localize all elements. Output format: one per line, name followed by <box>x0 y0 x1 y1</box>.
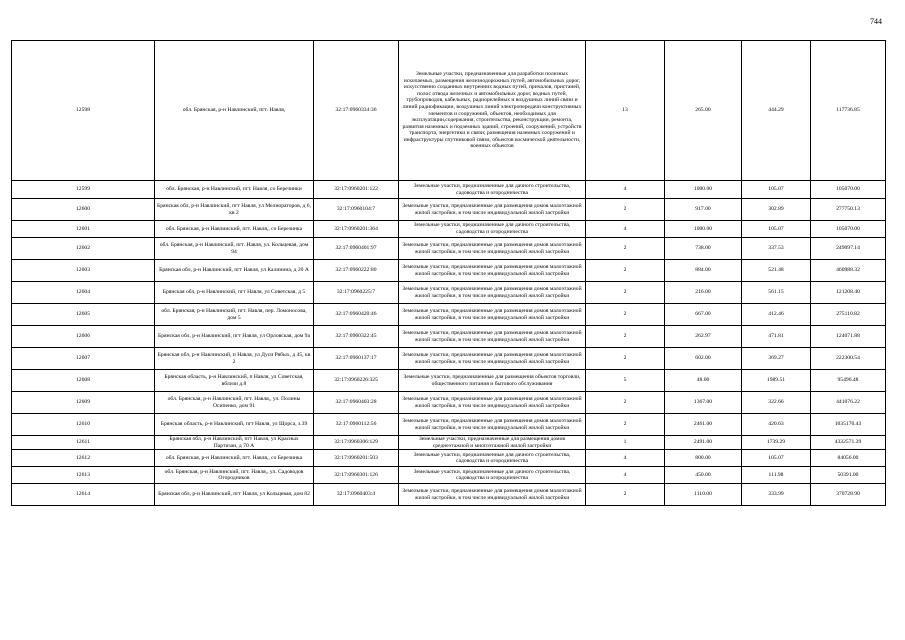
address-cell: обл. Брянская, р-н Навлинский, пгт. Навля, ул. Кольцевая, дом 94 <box>155 238 314 260</box>
cadastral-number-cell: 32:17:0960137:17 <box>314 348 399 370</box>
area-cell: 667.00 <box>665 304 742 326</box>
table-row <box>12 467 886 484</box>
land-use-purpose-cell: Земельные участки, предназначенные для дачного строительства, садоводства и огородничества <box>399 181 586 199</box>
land-use-purpose-cell: Земельные участки, предназначенные для размещения домов малоэтажной жилой застройки, в том числе индивидуальной жилой застройки <box>399 348 586 370</box>
use-group-cell: 5 <box>586 370 665 392</box>
cadastral-number-cell: 32:17:0960306:129 <box>314 436 399 450</box>
land-use-purpose-cell: Земельные участки, предназначенные для размещения домов малоэтажной жилой застройки, в том числе индивидуальной жилой застройки <box>399 260 586 282</box>
land-use-purpose-cell: Земельные участки, предназначенные для размещения домов малоэтажной жилой застройки, в том числе индивидуальной жилой застройки <box>399 392 586 414</box>
area-cell: 1367.00 <box>665 392 742 414</box>
cadastral-value-cell: 277750.13 <box>811 199 886 221</box>
row-number-cell: 12609 <box>12 392 155 414</box>
row-number-cell: 12610 <box>12 414 155 436</box>
use-group-cell: 1 <box>586 436 665 450</box>
page-number: 744 <box>870 17 882 26</box>
cadastral-value-cell: 84056.00 <box>811 450 886 467</box>
cadastral-value-cell: 105070.00 <box>811 181 886 199</box>
table-row <box>12 392 886 414</box>
cadastral-number-cell: 32:17:0960301:126 <box>314 467 399 484</box>
cadastral-value-cell: 50391.00 <box>811 467 886 484</box>
row-number-cell: 12599 <box>12 181 155 199</box>
row-number-cell: 12604 <box>12 282 155 304</box>
use-group-cell: 2 <box>586 304 665 326</box>
cadastral-value-cell: 121208.40 <box>811 282 886 304</box>
cadastral-number-cell: 32:17:0960334:36 <box>314 41 399 181</box>
cadastral-number-cell: 32:17:0960322:45 <box>314 326 399 348</box>
use-group-cell: 2 <box>586 392 665 414</box>
address-cell: Брянская обл, р-н Навлинский, пгт Навля, ул Орловская, дом 9а <box>155 326 314 348</box>
table-row <box>12 282 886 304</box>
row-number-cell: 12612 <box>12 450 155 467</box>
land-use-purpose-cell: Земельные участки, предназначенные для размещения домов малоэтажной жилой застройки, в том числе индивидуальной жилой застройки <box>399 304 586 326</box>
specific-value-cell: 322.66 <box>742 392 811 414</box>
area-cell: 602.00 <box>665 348 742 370</box>
table-row <box>12 221 886 238</box>
specific-value-cell: 105.07 <box>742 221 811 238</box>
land-plot-register-table <box>11 40 886 506</box>
specific-value-cell: 471.81 <box>742 326 811 348</box>
use-group-cell: 2 <box>586 484 665 506</box>
address-cell: Брянская обл, р-н Навлинский, пгт Навля, ул Красных Партизан, д 70 А <box>155 436 314 450</box>
use-group-cell: 2 <box>586 348 665 370</box>
cadastral-value-cell: 124071.88 <box>811 326 886 348</box>
row-number-cell: 12603 <box>12 260 155 282</box>
table-row <box>12 414 886 436</box>
address-cell: Брянская обл, р-н Навлинский, п Навля, ул Дуси Рябых, д 45, кв 2 <box>155 348 314 370</box>
use-group-cell: 2 <box>586 199 665 221</box>
cadastral-value-cell: 105070.00 <box>811 221 886 238</box>
area-cell: 884.00 <box>665 260 742 282</box>
cadastral-value-cell: 222300.54 <box>811 348 886 370</box>
row-number-cell: 12611 <box>12 436 155 450</box>
table-row <box>12 41 886 181</box>
area-cell: 262.97 <box>665 326 742 348</box>
address-cell: Брянская обл, р-н Навлинский, пгт Навля, ул Кольцевая, дом 82 <box>155 484 314 506</box>
cadastral-number-cell: 32:17:0960420:46 <box>314 304 399 326</box>
use-group-cell: 4 <box>586 221 665 238</box>
address-cell: Брянская обл, р-н Навлинский, пгт Навля, ул Калинина, д 20 А <box>155 260 314 282</box>
row-number-cell: 12614 <box>12 484 155 506</box>
area-cell: 800.00 <box>665 450 742 467</box>
area-cell: 1000.00 <box>665 221 742 238</box>
specific-value-cell: 333.99 <box>742 484 811 506</box>
use-group-cell: 2 <box>586 414 665 436</box>
specific-value-cell: 337.53 <box>742 238 811 260</box>
area-cell: 917.00 <box>665 199 742 221</box>
address-cell: обл. Брянская, р-н Навлинский, пгт. Навля,, со Березинка <box>155 221 314 238</box>
use-group-cell: 4 <box>586 450 665 467</box>
specific-value-cell: 412.46 <box>742 304 811 326</box>
address-cell: обл. Брянская, р-н Навлинский, пгт. Навля, пер. Ломоносова, дом 5 <box>155 304 314 326</box>
row-number-cell: 12607 <box>12 348 155 370</box>
use-group-cell: 4 <box>586 467 665 484</box>
specific-value-cell: 420.63 <box>742 414 811 436</box>
address-cell: обл. Брянская, р-н Навлинский, пгт. Навля,, ул. Полины Осипенко, дом 91 <box>155 392 314 414</box>
specific-value-cell: 111.98 <box>742 467 811 484</box>
cadastral-value-cell: 1035170.43 <box>811 414 886 436</box>
land-use-purpose-cell: Земельные участки, предназначенные для размещения домов малоэтажной жилой застройки, в том числе индивидуальной жилой застройки <box>399 199 586 221</box>
area-cell: 2461.00 <box>665 414 742 436</box>
table-row <box>12 238 886 260</box>
area-cell: 738.00 <box>665 238 742 260</box>
area-cell: 1000.00 <box>665 181 742 199</box>
table-row <box>12 260 886 282</box>
area-cell: 265.00 <box>665 41 742 181</box>
row-number-cell: 12602 <box>12 238 155 260</box>
cadastral-number-cell: 32:17:0960222:80 <box>314 260 399 282</box>
row-number-cell: 12608 <box>12 370 155 392</box>
address-cell: обл. Брянская, р-н Навлинский, пгт. Навля,, со Березинка <box>155 450 314 467</box>
address-cell: обл. Брянская, р-н Навлинский, пгт. Навля,, ул. Садоводов Огородников <box>155 467 314 484</box>
address-cell: обл. Брянская, р-н Навлинский, пгт. Навля, <box>155 41 314 181</box>
land-use-purpose-cell: Земельные участки, предназначенные для размещения домов малоэтажной жилой застройки, в том числе индивидуальной жилой застройки <box>399 414 586 436</box>
use-group-cell: 2 <box>586 282 665 304</box>
specific-value-cell: 105.07 <box>742 450 811 467</box>
row-number-cell: 12598 <box>12 41 155 181</box>
cadastral-value-cell: 460988.32 <box>811 260 886 282</box>
cadastral-number-cell: 32:17:0960201:122 <box>314 181 399 199</box>
row-number-cell: 12601 <box>12 221 155 238</box>
use-group-cell: 2 <box>586 238 665 260</box>
land-use-purpose-cell: Земельные участки, предназначенные для размещения домов малоэтажной жилой застройки, в том числе индивидуальной жилой застройки <box>399 484 586 506</box>
specific-value-cell: 105.07 <box>742 181 811 199</box>
cadastral-value-cell: 95496.48 <box>811 370 886 392</box>
cadastral-number-cell: 32:17:0960112:56 <box>314 414 399 436</box>
cadastral-number-cell: 32:17:0960201:364 <box>314 221 399 238</box>
table-row <box>12 181 886 199</box>
specific-value-cell: 521.48 <box>742 260 811 282</box>
cadastral-number-cell: 32:17:0960401:97 <box>314 238 399 260</box>
table-row <box>12 199 886 221</box>
row-number-cell: 12605 <box>12 304 155 326</box>
address-cell: Брянская обл, р-н Навлинский, пгт Навля, ул Советская, д 5 <box>155 282 314 304</box>
land-use-purpose-cell: Земельные участки, предназначенные для дачного строительства, садоводства и огородничества <box>399 221 586 238</box>
address-cell: Брянская обл, р-н Навлинский, пгт Навля, ул Мелиораторов, д 6, кв 2 <box>155 199 314 221</box>
row-number-cell: 12606 <box>12 326 155 348</box>
use-group-cell: 4 <box>586 181 665 199</box>
use-group-cell: 13 <box>586 41 665 181</box>
cadastral-number-cell: 32:17:0960104:7 <box>314 199 399 221</box>
use-group-cell: 2 <box>586 260 665 282</box>
land-use-purpose-cell: Земельные участки, предназначенные для размещения домов малоэтажной жилой застройки, в том числе индивидуальной жилой застройки <box>399 238 586 260</box>
table-row <box>12 370 886 392</box>
specific-value-cell: 561.15 <box>742 282 811 304</box>
use-group-cell: 2 <box>586 326 665 348</box>
cadastral-number-cell: 32:17:0960403:28 <box>314 392 399 414</box>
address-cell: обл. Брянская, р-н Навлинский, пгт. Навля, со Березинки <box>155 181 314 199</box>
specific-value-cell: 1989.51 <box>742 370 811 392</box>
cadastral-value-cell: 4332571.39 <box>811 436 886 450</box>
table-row <box>12 348 886 370</box>
area-cell: 450.00 <box>665 467 742 484</box>
area-cell: 48.00 <box>665 370 742 392</box>
table-row <box>12 304 886 326</box>
cadastral-value-cell: 441076.22 <box>811 392 886 414</box>
cadastral-number-cell: 32:17:0960226:325 <box>314 370 399 392</box>
cadastral-value-cell: 117736.85 <box>811 41 886 181</box>
cadastral-value-cell: 275110.82 <box>811 304 886 326</box>
area-cell: 1110.00 <box>665 484 742 506</box>
land-use-purpose-cell: Земельные участки, предназначенные для размещения домов среднеэтажной и многоэтажной жилой застройки <box>399 436 586 450</box>
cadastral-number-cell: 32:17:0960403:4 <box>314 484 399 506</box>
table-row <box>12 450 886 467</box>
area-cell: 216.00 <box>665 282 742 304</box>
table-row <box>12 326 886 348</box>
cadastral-value-cell: 249097.14 <box>811 238 886 260</box>
land-use-purpose-cell: Земельные участки, предназначенные для размещения домов малоэтажной жилой застройки, в том числе индивидуальной жилой застройки <box>399 326 586 348</box>
cadastral-number-cell: 32:17:0960201:503 <box>314 450 399 467</box>
specific-value-cell: 1739.29 <box>742 436 811 450</box>
specific-value-cell: 444.29 <box>742 41 811 181</box>
row-number-cell: 12613 <box>12 467 155 484</box>
land-use-purpose-cell: Земельные участки, предназначенные для разработки полезных ископаемых, размещения железнодорожных путей, автомобильных дорог, искусственно созданных внутренних водных путей, причалов, пристаней, полос отвода железных и автомобильных дорог, водных путей, трубопроводов, кабельных, радиорелейных и воздушных линий связи и линий радиофикации, воздушных линий электропередачи конструктивных элементов и сооружений, объектов, необходимых для эксплуатации,содержания, строительства, реконструкции, ремонта, развития наземных и подземных зданий, строений, сооружений, устройств транспорта, энергетики и связи; размещения наземных сооружений и инфраструктуры спутниковой связи, объектов космической деятельности, военных объектов <box>399 41 586 181</box>
row-number-cell: 12600 <box>12 199 155 221</box>
land-use-purpose-cell: Земельные участки, предназначенные для дачного строительства, садоводства и огородничества <box>399 450 586 467</box>
specific-value-cell: 302.89 <box>742 199 811 221</box>
land-use-purpose-cell: Земельные участки, предназначенные для дачного строительства, садоводства и огородничества <box>399 467 586 484</box>
area-cell: 2491.00 <box>665 436 742 450</box>
table-row <box>12 436 886 450</box>
land-use-purpose-cell: Земельные участки, предназначенные для размещения домов малоэтажной жилой застройки, в том числе индивидуальной жилой застройки <box>399 282 586 304</box>
cadastral-value-cell: 370728.90 <box>811 484 886 506</box>
address-cell: Брянская область, р-н Навлинский, п Навля, ул Советская, вблизи д.8 <box>155 370 314 392</box>
register-body <box>12 41 886 506</box>
land-use-purpose-cell: Земельные участки, предназначенные для размещения объектов торговли, общественного питания и бытового обслуживания <box>399 370 586 392</box>
table-row <box>12 484 886 506</box>
specific-value-cell: 369.27 <box>742 348 811 370</box>
cadastral-number-cell: 32:17:0960225:7 <box>314 282 399 304</box>
address-cell: Брянская область, р-н Навлинский, пгт Навля, ул Щорса, з.39 <box>155 414 314 436</box>
